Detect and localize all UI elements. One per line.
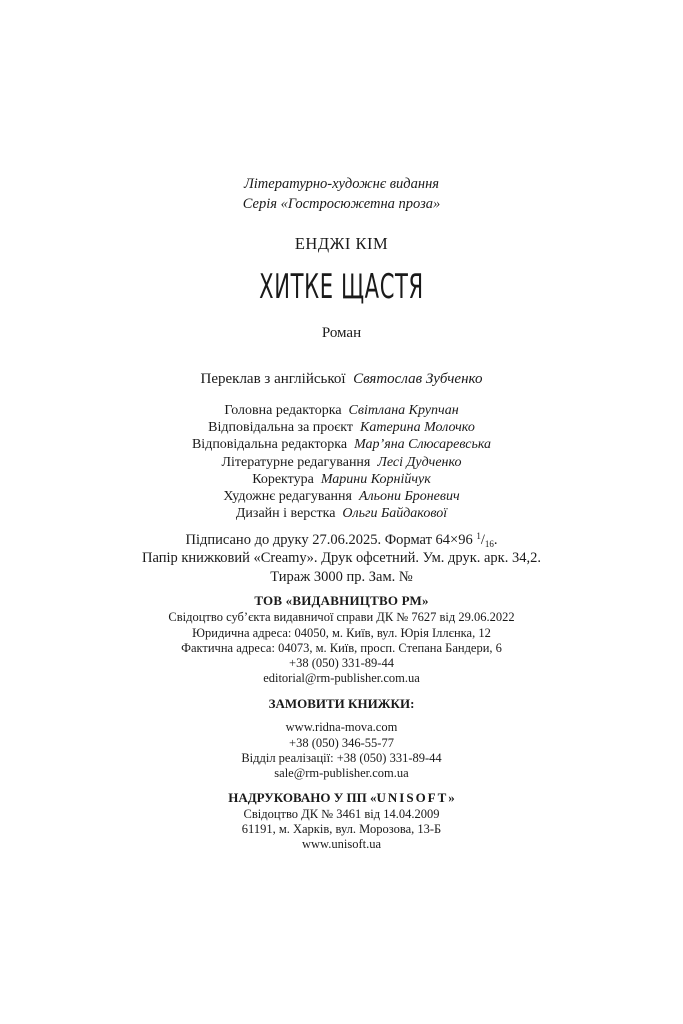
credit-role: Дизайн і верстка bbox=[235, 506, 336, 521]
print-run: Тираж 3000 пр. Зам. № bbox=[270, 569, 413, 585]
printer-certificate: Свідоцтво ДК № 3461 від 14.04.2009 bbox=[243, 807, 440, 821]
translation-label: Переклав з англійської bbox=[200, 371, 346, 387]
format-end: . bbox=[493, 532, 498, 548]
credit-line bbox=[0, 456, 683, 470]
credit-line bbox=[0, 438, 683, 452]
order-books-heading: ЗАМОВИТИ КНИЖКИ: bbox=[268, 696, 415, 711]
credit-name: Альони Броневич bbox=[358, 489, 460, 504]
credit-name: Катерина Молочко bbox=[360, 420, 475, 435]
format-separator: / bbox=[480, 532, 485, 548]
printer-website: www.unisoft.ua bbox=[301, 837, 382, 851]
publisher-legal-address: Юридична адреса: 04050, м. Київ, вул. Юрія Іллєнка, 12 bbox=[192, 626, 491, 640]
sales-department-phone: Відділ реалізації: +38 (050) 331-89-44 bbox=[241, 751, 442, 765]
credit-line bbox=[0, 473, 683, 487]
credit-role: Відповідальна редакторка bbox=[191, 437, 348, 452]
credit-name: Ольги Байдакової bbox=[342, 506, 448, 521]
format-numerator: 1 bbox=[476, 531, 481, 541]
translator-name: Святослав Зубченко bbox=[353, 371, 483, 387]
credit-role: Головна редакторка bbox=[224, 403, 342, 418]
printed-by-heading bbox=[0, 791, 683, 804]
credit-name: Марини Корнійчук bbox=[320, 472, 431, 487]
credit-name: Світлана Крупчан bbox=[348, 403, 459, 418]
publisher-phone: +38 (050) 331-89-44 bbox=[289, 656, 394, 670]
credit-name: Мар’яна Слюсаревська bbox=[354, 437, 492, 452]
book-title: ХИТКЕ ЩАСТЯ bbox=[259, 267, 424, 307]
credit-role: Коректура bbox=[252, 472, 314, 487]
genre: Роман bbox=[321, 325, 362, 341]
publisher-email: editorial@rm-publisher.com.ua bbox=[263, 671, 420, 685]
credit-line bbox=[0, 507, 683, 521]
sales-email: sale@rm-publisher.com.ua bbox=[274, 766, 409, 780]
credit-line bbox=[0, 490, 683, 504]
printer-address: 61191, м. Харків, вул. Морозова, 13-Б bbox=[241, 822, 442, 836]
translation-credit bbox=[0, 372, 683, 387]
credit-role: Відповідальна за проєкт bbox=[208, 420, 354, 435]
printed-by-suffix: » bbox=[448, 790, 455, 805]
credit-name: Лесі Дудченко bbox=[377, 455, 462, 470]
printed-by-prefix: НАДРУКОВАНО У ПП « bbox=[228, 790, 377, 805]
paper-info: Папір книжковий «Creamy». Друк офсетний. Ум. друк. арк. 34,2. bbox=[142, 550, 541, 566]
publisher-certificate: Свідоцтво суб’єкта видавничої справи ДК № 7627 від 29.06.2022 bbox=[168, 610, 515, 624]
printer-brand: UNISOFT bbox=[376, 790, 449, 805]
credit-role: Літературне редагування bbox=[221, 455, 371, 470]
format-denominator: 16 bbox=[484, 539, 494, 549]
signed-text: Підписано до друку 27.06.2025. Формат 64×96 bbox=[185, 532, 473, 548]
credit-line bbox=[0, 421, 683, 435]
credit-role: Художнє редагування bbox=[223, 489, 352, 504]
author-name: ЕНДЖІ КІМ bbox=[294, 234, 389, 253]
edition-type: Літературно-художнє видання bbox=[243, 176, 440, 192]
publisher-name: ТОВ «ВИДАВНИЦТВО РМ» bbox=[254, 593, 429, 608]
order-phone: +38 (050) 346-55-77 bbox=[289, 736, 394, 750]
publisher-actual-address: Фактична адреса: 04073, м. Київ, просп. Степана Бандери, 6 bbox=[181, 641, 502, 655]
order-website: www.ridna-mova.com bbox=[285, 720, 398, 734]
credit-line bbox=[0, 404, 683, 418]
signed-to-print bbox=[0, 532, 683, 549]
series-name: Серія «Гостросюжетна проза» bbox=[242, 196, 441, 212]
